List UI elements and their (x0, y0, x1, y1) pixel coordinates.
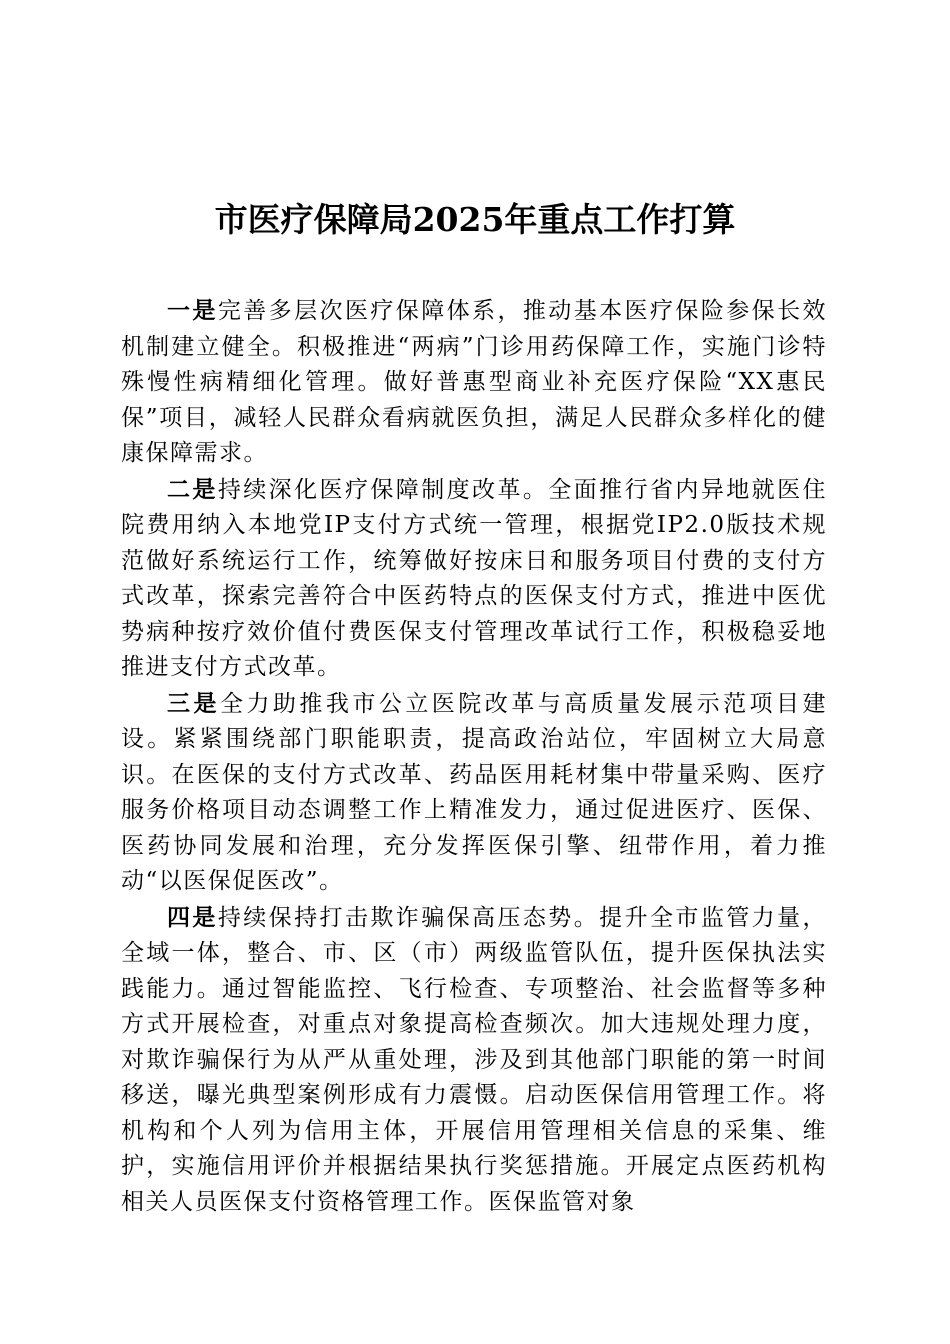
paragraph-3 (121, 686, 827, 900)
paragraph-2 (121, 472, 827, 686)
paragraph-lead: 一是 (167, 297, 218, 324)
paragraph-4 (121, 900, 827, 1221)
paragraph-1 (121, 293, 827, 472)
paragraph-text: 全力助推我市公立医院改革与高质量发展示范项目建设。紧紧围绕部门职能职责，提高政治站位，牢固树立大局意识。在医保的支付方式改革、药品医用耗材集中带量采购、医疗服务价格项目动态调整工作上精准发力，通过促进医疗、医保、医药协同发展和治理，充分发挥医保引擎、纽带作用，着力推动“以医保促医改”。 (121, 690, 828, 894)
paragraph-text: 持续保持打击欺诈骗保高压态势。提升全市监管力量，全域一体，整合、市、区（市）两级监管队伍，提升医保执法实践能力。通过智能监控、飞行检查、专项整治、社会监督等多种方式开展检查，对重点对象提高检查频次。加大违规处理力度，对欺诈骗保行为从严从重处理，涉及到其他部门职能的第一时间移送，曝光典型案例形成有力震慑。启动医保信用管理工作。将机构和个人列为信用主体，开展信用管理相关信息的采集、维护，实施信用评价并根据结果执行奖惩措施。开展定点医药机构相关人员医保支付资格管理工作。医保监管对象 (121, 904, 828, 1215)
paragraph-lead: 三是 (167, 689, 220, 717)
paragraph-lead: 二是 (167, 475, 218, 503)
document-body (121, 293, 827, 1220)
paragraph-text: 完善多层次医疗保障体系，推动基本医疗保险参保长效机制建立健全。积极推进“两病”门诊用药保障工作，实施门诊特殊慢性病精细化管理。做好普惠型商业补充医疗保险“XX惠民保”项目，减轻人民群众看病就医负担，满足人民群众多样化的健康保障需求。 (121, 298, 828, 466)
paragraph-text: 持续深化医疗保障制度改革。全面推行省内异地就医住院费用纳入本地党IP支付方式统一管理，根据党IP2.0版技术规范做好系统运行工作，统筹做好按床日和服务项目付费的支付方式改革，探索完善符合中医药特点的医保支付方式，推进中医优势病种按疗效价值付费医保支付管理改革试行工作，积极稳妥地推进支付方式改革。 (121, 476, 828, 680)
document-title: 市医疗保障局2025年重点工作打算 (214, 200, 736, 239)
paragraph-lead: 四是 (167, 903, 218, 931)
